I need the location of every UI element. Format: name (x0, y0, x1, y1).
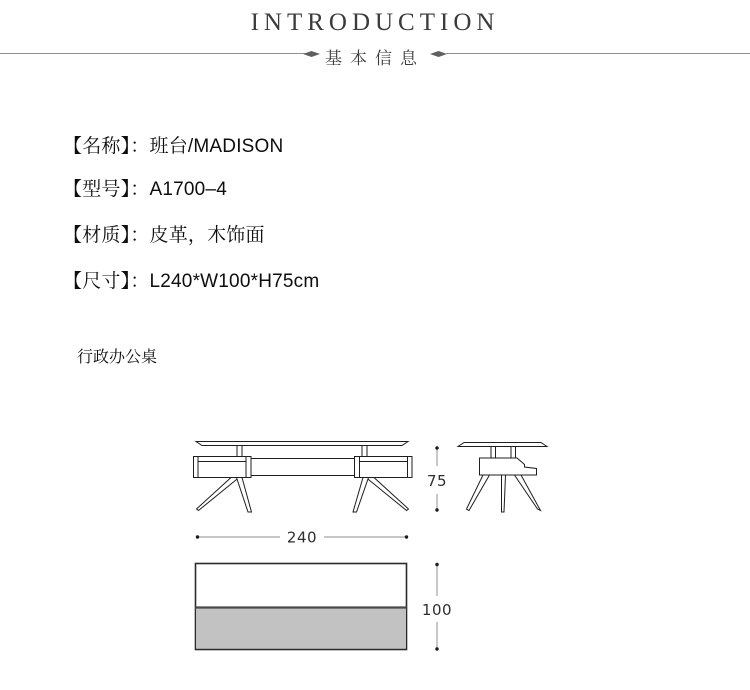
dimension-length (196, 529, 408, 547)
top-view-drawing (196, 564, 407, 650)
spec-model: 【型号】：A1700–4 (63, 179, 227, 200)
top-view-gray-area (197, 609, 405, 649)
page-title: INTRODUCTION (250, 9, 500, 36)
front-leg (237, 478, 252, 513)
side-leg (502, 475, 506, 512)
front-tabletop (196, 442, 408, 446)
spec-size: 【尺寸】：L240*W100*H75cm (63, 271, 320, 292)
front-leg (366, 478, 409, 511)
front-post-left (237, 446, 242, 457)
front-leg (353, 478, 369, 513)
side-drawer-box (480, 458, 537, 475)
front-post-right (362, 446, 367, 457)
spec-name: 【名称】：班台/MADISON (63, 136, 284, 157)
dimension-length-label: 240 (286, 528, 318, 547)
side-tabletop (458, 443, 547, 447)
front-middle-panel (251, 459, 355, 476)
side-leg (515, 475, 541, 511)
dimension-height (427, 446, 447, 511)
front-drawer-right (355, 457, 413, 478)
side-view-drawing (458, 443, 547, 513)
section-subtitle: 基本信息 (325, 49, 425, 68)
front-leg (197, 478, 240, 511)
front-view-drawing (194, 442, 413, 513)
spec-material: 【材质】：皮革，木饰面 (63, 225, 265, 246)
side-post (511, 447, 516, 459)
front-drawer-left (194, 457, 252, 478)
product-category-note: 行政办公桌 (77, 349, 158, 366)
dimension-height-label: 75 (426, 472, 448, 490)
dimension-depth-label: 100 (421, 601, 453, 619)
side-post (491, 447, 496, 459)
side-leg (467, 475, 490, 511)
dimension-depth (422, 563, 452, 651)
